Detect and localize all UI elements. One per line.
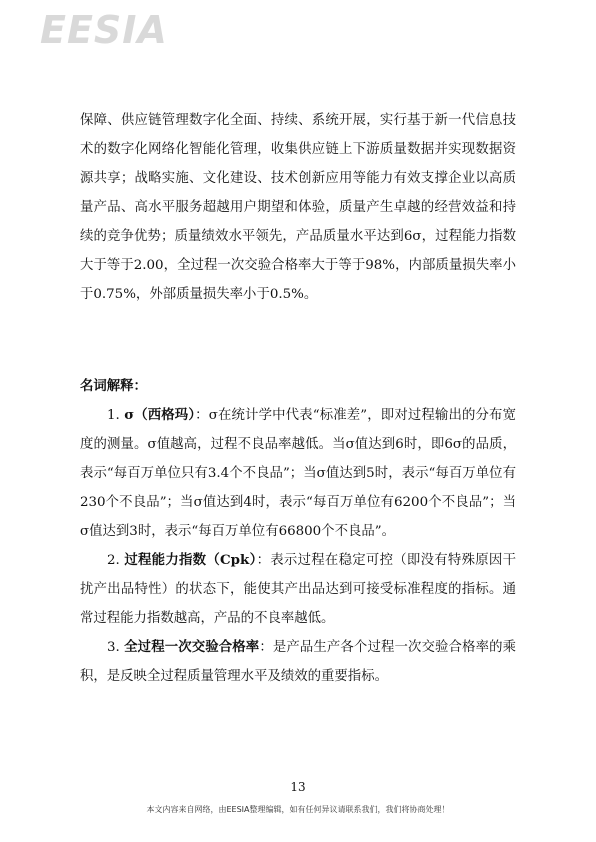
footer-disclaimer: 本文内容来自网络，由EESIA整理编辑，如有任何异议请联系我们，我们将协商处理！	[146, 805, 450, 814]
glossary-section	[80, 372, 516, 691]
intro-paragraph: 保障、供应链管理数字化全面、持续、系统开展，实行基于新一代信息技术的数字化网络化智能化管理，收集供应链上下游质量数据并实现数据资源共享；战略实施、文化建设、技术创新应用等能力有效支撑企业以高质量产品、高水平服务超越用户期望和体验，质量产生卓越的经营效益和持续的竞争优势；质量绩效水平领先，产品质量水平达到6σ，过程能力指数大于等于2.00，全过程一次交验合格率大于等于98%，内部质量损失率小于0.75%，外部质量损失率小于0.5%。	[80, 113, 516, 302]
glossary-term: σ（西格玛）	[124, 407, 196, 423]
glossary-item-pass-rate	[80, 633, 516, 691]
glossary-item-number: 2.	[107, 553, 120, 568]
glossary-item-number: 1.	[107, 408, 120, 423]
glossary-item-cpk	[80, 546, 516, 633]
glossary-term: 全过程一次交验合格率	[124, 639, 260, 655]
glossary-definition: ：是产品生产各个过程一次交验合格率的乘积，是反映全过程质量管理水平及绩效的重要指标。	[80, 640, 516, 684]
eesia-logo: EESIA	[40, 8, 168, 52]
glossary-term: 过程能力指数（Cpk）	[124, 552, 257, 568]
glossary-item-sigma	[80, 401, 516, 546]
page-number: 13	[290, 780, 306, 794]
glossary-item-number: 3.	[107, 640, 120, 655]
document-body	[80, 106, 516, 309]
glossary-definition: ：表示过程在稳定可控（即没有特殊原因干扰产出品特性）的状态下，能使其产出品达到可接受标准程度的指标。通常过程能力指数越高，产品的不良率越低。	[80, 553, 516, 626]
glossary-definition: ：σ在统计学中代表“标准差”，即对过程输出的分布宽度的测量。σ值越高，过程不良品率越低。当σ值达到6时，即6σ的品质，表示“每百万单位只有3.4个不良品”；当σ值达到5时，表示“每百万单位有230个不良品”；当σ值达到4时，表示“每百万单位有6200个不良品”；当σ值达到3时，表示“每百万单位有66800个不良品”。	[80, 408, 516, 539]
glossary-heading: 名词解释：	[80, 378, 147, 394]
